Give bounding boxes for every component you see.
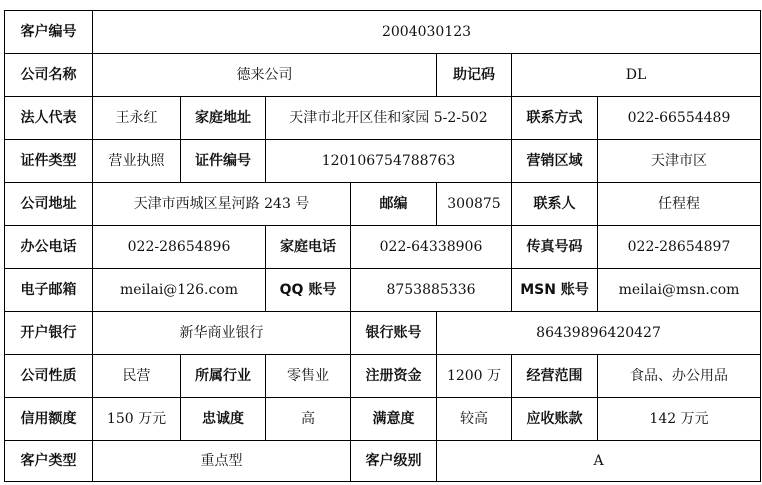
table-row <box>5 11 761 54</box>
value-receivables: 142 万元 <box>598 398 761 441</box>
label-postcode: 邮编 <box>351 183 437 226</box>
value-legal-rep: 王永红 <box>93 97 181 140</box>
label-contact-method: 联系方式 <box>512 97 598 140</box>
value-company-name: 德来公司 <box>93 54 437 97</box>
label-sales-region: 营销区域 <box>512 140 598 183</box>
value-email: meilai@126.com <box>93 269 266 312</box>
label-mnemonic-code: 助记码 <box>437 54 512 97</box>
label-bank: 开户银行 <box>5 312 93 355</box>
value-satisfaction: 较高 <box>437 398 512 441</box>
label-credit-limit: 信用额度 <box>5 398 93 441</box>
value-bank: 新华商业银行 <box>93 312 351 355</box>
label-customer-id: 客户编号 <box>5 11 93 54</box>
value-id-number: 120106754788763 <box>266 140 512 183</box>
table-row <box>5 226 761 269</box>
value-registered-capital: 1200 万 <box>437 355 512 398</box>
label-business-scope: 经营范围 <box>512 355 598 398</box>
label-msn-account: MSN 账号 <box>512 269 598 312</box>
label-email: 电子邮箱 <box>5 269 93 312</box>
value-loyalty: 高 <box>266 398 351 441</box>
label-company-address: 公司地址 <box>5 183 93 226</box>
table-row <box>5 398 761 441</box>
table-row <box>5 97 761 140</box>
label-receivables: 应收账款 <box>512 398 598 441</box>
table-row <box>5 183 761 226</box>
table-row <box>5 140 761 183</box>
value-customer-type: 重点型 <box>93 441 351 482</box>
value-contact-method: 022-66554489 <box>598 97 761 140</box>
value-bank-account: 86439896420427 <box>437 312 761 355</box>
label-home-phone: 家庭电话 <box>266 226 351 269</box>
label-bank-account: 银行账号 <box>351 312 437 355</box>
table-row <box>5 312 761 355</box>
label-qq-account: QQ 账号 <box>266 269 351 312</box>
label-office-phone: 办公电话 <box>5 226 93 269</box>
table-row <box>5 54 761 97</box>
value-postcode: 300875 <box>437 183 512 226</box>
table-row <box>5 355 761 398</box>
value-id-type: 营业执照 <box>93 140 181 183</box>
label-id-type: 证件类型 <box>5 140 93 183</box>
value-sales-region: 天津市区 <box>598 140 761 183</box>
value-home-phone: 022-64338906 <box>351 226 512 269</box>
table-row <box>5 441 761 482</box>
label-industry: 所属行业 <box>181 355 266 398</box>
value-company-address: 天津市西城区星河路 243 号 <box>93 183 351 226</box>
value-qq-account: 8753885336 <box>351 269 512 312</box>
value-industry: 零售业 <box>266 355 351 398</box>
label-legal-rep: 法人代表 <box>5 97 93 140</box>
label-registered-capital: 注册资金 <box>351 355 437 398</box>
value-fax-number: 022-28654897 <box>598 226 761 269</box>
value-office-phone: 022-28654896 <box>93 226 266 269</box>
value-customer-level: A <box>437 441 761 482</box>
customer-info-table <box>4 10 761 482</box>
label-satisfaction: 满意度 <box>351 398 437 441</box>
table-row <box>5 269 761 312</box>
value-msn-account: meilai@msn.com <box>598 269 761 312</box>
customer-info-sheet <box>4 10 760 485</box>
label-company-name: 公司名称 <box>5 54 93 97</box>
label-customer-level: 客户级别 <box>351 441 437 482</box>
value-customer-id: 2004030123 <box>93 11 761 54</box>
value-home-address: 天津市北开区佳和家园 5-2-502 <box>266 97 512 140</box>
value-company-nature: 民营 <box>93 355 181 398</box>
label-loyalty: 忠诚度 <box>181 398 266 441</box>
label-id-number: 证件编号 <box>181 140 266 183</box>
value-contact-person: 任程程 <box>598 183 761 226</box>
label-contact-person: 联系人 <box>512 183 598 226</box>
value-mnemonic-code: DL <box>512 54 761 97</box>
label-fax-number: 传真号码 <box>512 226 598 269</box>
label-home-address: 家庭地址 <box>181 97 266 140</box>
label-company-nature: 公司性质 <box>5 355 93 398</box>
value-credit-limit: 150 万元 <box>93 398 181 441</box>
label-customer-type: 客户类型 <box>5 441 93 482</box>
value-business-scope: 食品、办公用品 <box>598 355 761 398</box>
